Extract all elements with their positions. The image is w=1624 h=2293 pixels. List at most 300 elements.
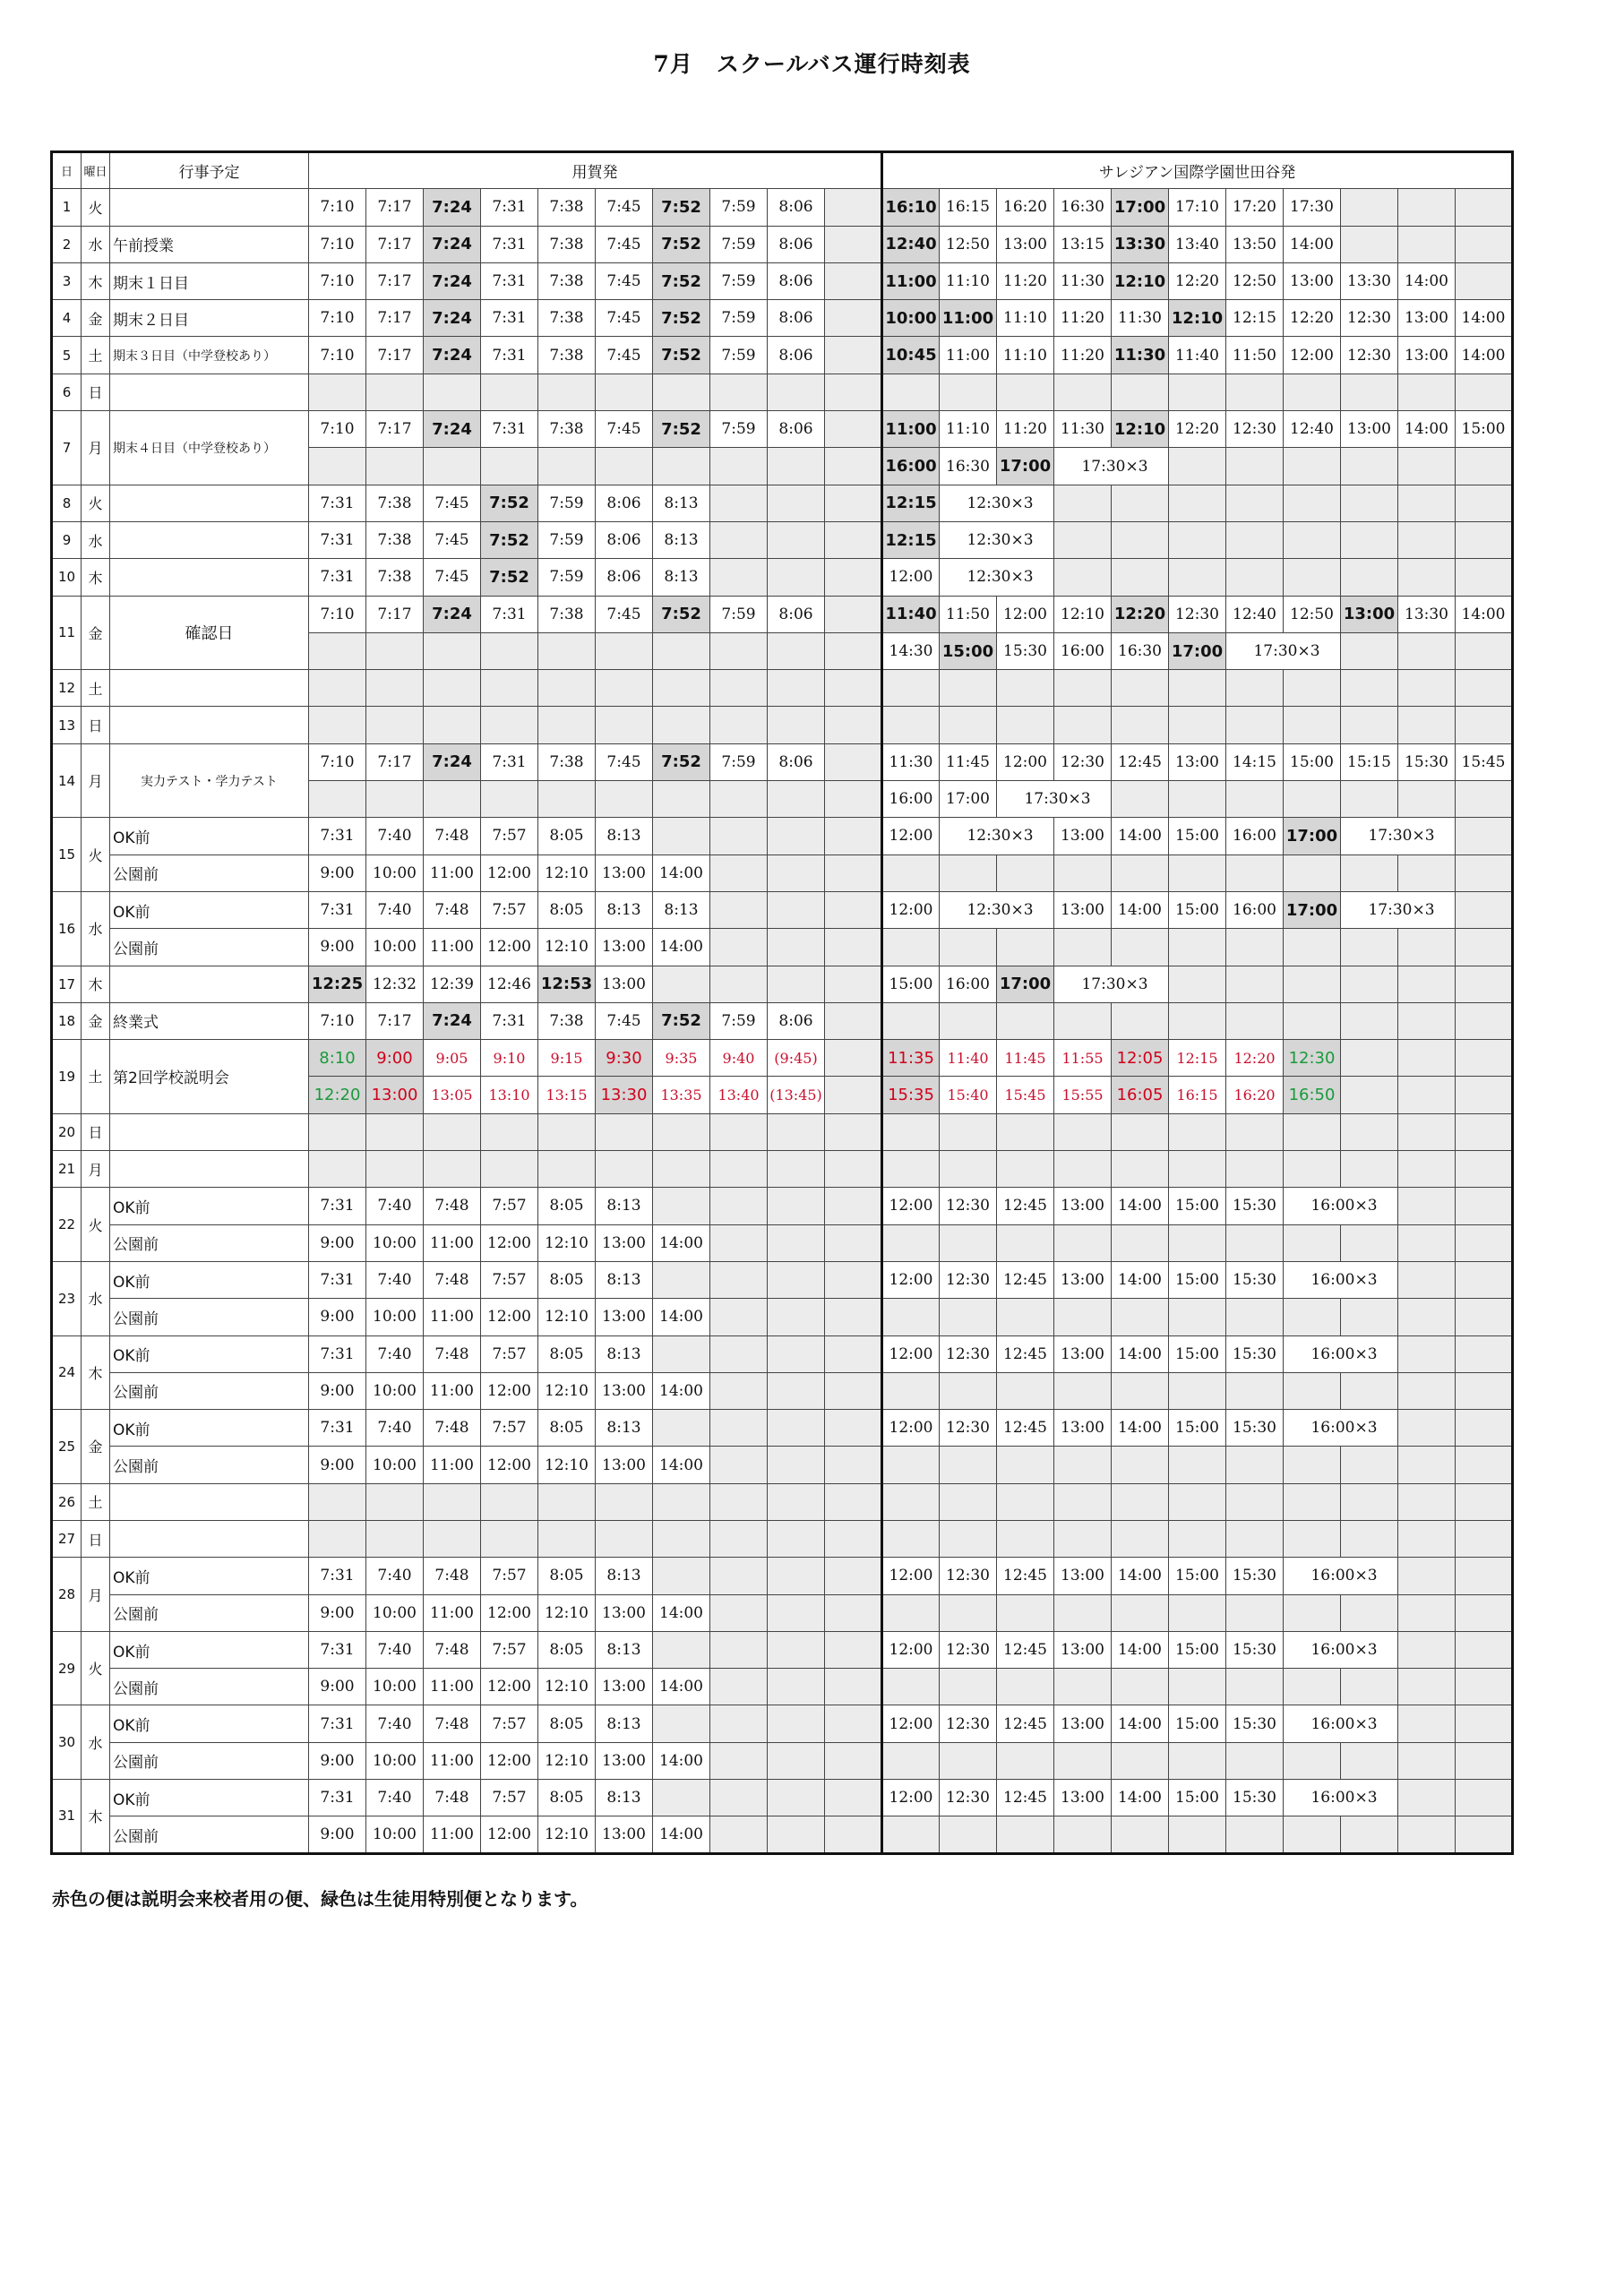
yoga-departure-time: 7:52 xyxy=(653,189,710,226)
yoga-departure-time: 7:31 xyxy=(481,300,538,337)
school-departure-time-empty xyxy=(940,707,997,743)
yoga-departure-time: 11:00 xyxy=(424,1594,481,1631)
yoga-departure-time-empty xyxy=(768,855,825,891)
school-departure-time: 14:00 xyxy=(1398,411,1456,448)
yoga-departure-time-empty xyxy=(366,374,424,410)
school-departure-time: 16:00 xyxy=(882,781,940,818)
school-departure-time-empty xyxy=(1341,559,1398,596)
table-row xyxy=(52,818,1513,855)
table-row xyxy=(52,891,1513,928)
school-departure-time-empty xyxy=(1284,1224,1341,1261)
school-departure-time-empty xyxy=(1112,521,1169,558)
school-departure-time: 13:00 xyxy=(1054,818,1112,855)
yoga-departure-time-empty xyxy=(768,1669,825,1705)
school-departure-time: 12:30 xyxy=(940,1780,997,1816)
yoga-departure-time-empty xyxy=(710,1372,768,1409)
school-departure-time-empty xyxy=(882,1447,940,1483)
yoga-departure-time: 7:31 xyxy=(309,1335,366,1372)
school-departure-time-empty xyxy=(1054,559,1112,596)
school-departure-time-empty xyxy=(1284,521,1341,558)
day-cell: 20 xyxy=(52,1113,82,1150)
school-departure-time-empty xyxy=(940,1742,997,1779)
yoga-departure-time-empty xyxy=(768,521,825,558)
weekday-cell: 月 xyxy=(82,411,110,485)
school-departure-time-empty xyxy=(1398,1742,1456,1779)
school-departure-time-empty xyxy=(1054,1520,1112,1557)
yoga-departure-time: 7:40 xyxy=(366,1410,424,1447)
event-cell: 実力テスト・学力テスト xyxy=(110,743,309,818)
yoga-departure-time: 10:00 xyxy=(366,1669,424,1705)
yoga-departure-time: 7:17 xyxy=(366,596,424,632)
school-departure-time-empty xyxy=(1398,1558,1456,1594)
school-departure-time-empty xyxy=(997,1447,1054,1483)
day-cell: 11 xyxy=(52,596,82,670)
school-departure-time-empty xyxy=(1341,1669,1398,1705)
yoga-departure-time-empty xyxy=(596,1483,653,1520)
yoga-departure-time: 14:00 xyxy=(653,1447,710,1483)
yoga-departure-time-empty xyxy=(768,1631,825,1668)
yoga-departure-time: 7:31 xyxy=(481,226,538,262)
school-departure-time-empty xyxy=(997,1816,1054,1853)
yoga-departure-time-empty xyxy=(710,1780,768,1816)
school-departure-time: 12:45 xyxy=(997,1335,1054,1372)
yoga-departure-time-empty xyxy=(366,1113,424,1150)
table-row xyxy=(52,1447,1513,1483)
yoga-departure-time-empty xyxy=(309,632,366,669)
yoga-departure-time: 7:45 xyxy=(596,189,653,226)
yoga-departure-time: 7:10 xyxy=(309,189,366,226)
yoga-departure-time: 8:06 xyxy=(768,596,825,632)
school-departure-time-empty xyxy=(1169,559,1226,596)
yoga-departure-time-empty xyxy=(366,707,424,743)
yoga-departure-time-empty xyxy=(424,781,481,818)
yoga-departure-time-empty xyxy=(768,1261,825,1298)
yoga-departure-time-empty xyxy=(424,1483,481,1520)
yoga-departure-time-empty xyxy=(825,1261,882,1298)
school-departure-time: 12:40 xyxy=(1226,596,1284,632)
school-departure-time-empty xyxy=(1054,1816,1112,1853)
yoga-departure-time: 8:06 xyxy=(768,226,825,262)
school-departure-time: 17:00 xyxy=(997,966,1054,1002)
school-departure-time-empty xyxy=(1456,1447,1513,1483)
yoga-departure-time: 12:10 xyxy=(538,1594,596,1631)
school-departure-time: 12:30×3 xyxy=(940,485,1054,521)
weekday-cell: 日 xyxy=(82,707,110,743)
school-departure-time-empty xyxy=(940,1299,997,1335)
event-cell: OK前 xyxy=(110,1335,309,1372)
weekday-cell: 日 xyxy=(82,374,110,410)
table-row xyxy=(52,485,1513,521)
yoga-departure-time-empty xyxy=(825,1742,882,1779)
yoga-departure-time-empty xyxy=(768,670,825,707)
school-departure-time: 12:40 xyxy=(882,226,940,262)
school-departure-time-empty xyxy=(1456,1335,1513,1372)
yoga-departure-time-empty xyxy=(825,485,882,521)
school-departure-time: 12:30×3 xyxy=(940,818,1054,855)
yoga-departure-time: 7:59 xyxy=(710,1002,768,1039)
school-departure-time: 12:30 xyxy=(940,1188,997,1224)
yoga-departure-time: 7:57 xyxy=(481,1410,538,1447)
yoga-departure-time-empty xyxy=(768,448,825,485)
day-cell: 4 xyxy=(52,300,82,337)
yoga-departure-time: 7:59 xyxy=(710,300,768,337)
table-row xyxy=(52,743,1513,780)
day-cell: 1 xyxy=(52,189,82,226)
yoga-departure-time: 7:40 xyxy=(366,1558,424,1594)
school-departure-time-empty xyxy=(1398,966,1456,1002)
yoga-departure-time: 7:31 xyxy=(309,1780,366,1816)
yoga-departure-time: 13:30 xyxy=(596,1077,653,1113)
day-cell: 15 xyxy=(52,818,82,892)
yoga-departure-time-empty xyxy=(653,448,710,485)
event-cell xyxy=(110,485,309,521)
school-departure-time: 14:00 xyxy=(1398,262,1456,299)
school-departure-time-empty xyxy=(1226,485,1284,521)
school-departure-time: 11:10 xyxy=(997,337,1054,374)
page-title: 7月 スクールバス運行時刻表 xyxy=(653,51,971,77)
yoga-departure-time-empty xyxy=(710,448,768,485)
yoga-departure-time: 7:10 xyxy=(309,411,366,448)
event-cell: 公園前 xyxy=(110,1299,309,1335)
school-departure-time-empty xyxy=(1284,1483,1341,1520)
school-departure-time-empty xyxy=(1398,1520,1456,1557)
yoga-departure-time-empty xyxy=(768,1335,825,1372)
weekday-cell: 月 xyxy=(82,743,110,818)
yoga-departure-time-empty xyxy=(825,891,882,928)
school-departure-time: 12:15 xyxy=(1226,300,1284,337)
school-departure-time-empty xyxy=(997,1520,1054,1557)
yoga-departure-time: 8:06 xyxy=(768,300,825,337)
school-departure-time: 16:00 xyxy=(1226,818,1284,855)
yoga-departure-time-empty xyxy=(596,1113,653,1150)
yoga-departure-time-empty xyxy=(366,670,424,707)
school-departure-time-empty xyxy=(1054,1002,1112,1039)
school-departure-time: 15:30 xyxy=(997,632,1054,669)
school-departure-time-empty xyxy=(1284,1151,1341,1188)
school-departure-time: 17:00 xyxy=(1169,632,1226,669)
school-departure-time: 11:50 xyxy=(1226,337,1284,374)
school-departure-time-empty xyxy=(1456,521,1513,558)
school-departure-time-empty xyxy=(1398,559,1456,596)
school-departure-time-empty xyxy=(1284,1594,1341,1631)
yoga-departure-time-empty xyxy=(424,448,481,485)
day-cell: 18 xyxy=(52,1002,82,1039)
yoga-departure-time-empty xyxy=(710,855,768,891)
yoga-departure-time-empty xyxy=(768,1372,825,1409)
school-departure-time-empty xyxy=(1054,1483,1112,1520)
school-departure-time-empty xyxy=(997,1151,1054,1188)
yoga-departure-time-empty xyxy=(710,1742,768,1779)
yoga-departure-time-empty xyxy=(768,1188,825,1224)
school-departure-time: 12:45 xyxy=(1112,743,1169,780)
school-departure-time-empty xyxy=(997,855,1054,891)
school-departure-time-empty xyxy=(1456,226,1513,262)
school-departure-time: 16:20 xyxy=(1226,1077,1284,1113)
day-cell: 28 xyxy=(52,1558,82,1632)
school-departure-time-empty xyxy=(882,929,940,966)
school-departure-time-empty xyxy=(1456,374,1513,410)
school-departure-time: 12:30 xyxy=(1284,1040,1341,1077)
school-departure-time-empty xyxy=(1054,1224,1112,1261)
school-departure-time-empty xyxy=(1226,1113,1284,1150)
yoga-departure-time: 7:52 xyxy=(653,743,710,780)
school-departure-time-empty xyxy=(1226,521,1284,558)
yoga-departure-time: 13:00 xyxy=(366,1077,424,1113)
yoga-departure-time-empty xyxy=(653,1780,710,1816)
event-cell: 期末３日目（中学登校あり） xyxy=(110,337,309,374)
yoga-departure-time-empty xyxy=(366,1520,424,1557)
school-departure-time: 15:00 xyxy=(882,966,940,1002)
yoga-departure-time: 8:13 xyxy=(596,891,653,928)
school-departure-time: 12:05 xyxy=(1112,1040,1169,1077)
yoga-departure-time-empty xyxy=(653,707,710,743)
school-departure-time-empty xyxy=(1456,929,1513,966)
yoga-departure-time-empty xyxy=(825,1151,882,1188)
school-departure-time-empty xyxy=(1341,1040,1398,1077)
school-departure-time-empty xyxy=(1398,448,1456,485)
table-row xyxy=(52,1188,1513,1224)
yoga-departure-time-empty xyxy=(768,1558,825,1594)
school-departure-time: 13:00 xyxy=(1054,1558,1112,1594)
event-cell xyxy=(110,1151,309,1188)
yoga-departure-time-empty xyxy=(825,1594,882,1631)
yoga-departure-time-empty xyxy=(825,1631,882,1668)
yoga-departure-time: 7:48 xyxy=(424,1705,481,1742)
school-departure-time: 16:15 xyxy=(940,189,997,226)
yoga-departure-time: 10:00 xyxy=(366,1816,424,1853)
yoga-departure-time: 7:48 xyxy=(424,1558,481,1594)
school-departure-time-empty xyxy=(1169,1002,1226,1039)
yoga-departure-time: 7:31 xyxy=(481,337,538,374)
school-departure-time: 11:20 xyxy=(1054,337,1112,374)
school-departure-time: 14:30 xyxy=(882,632,940,669)
yoga-departure-time: 9:00 xyxy=(309,1372,366,1409)
event-cell xyxy=(110,1483,309,1520)
weekday-cell: 木 xyxy=(82,1780,110,1854)
school-departure-time: 12:20 xyxy=(1169,262,1226,299)
yoga-departure-time: 7:45 xyxy=(424,485,481,521)
school-departure-time-empty xyxy=(1226,1002,1284,1039)
table-row xyxy=(52,1558,1513,1594)
school-departure-time-empty xyxy=(1169,1113,1226,1150)
school-departure-time-empty xyxy=(1284,559,1341,596)
yoga-departure-time: 9:00 xyxy=(309,855,366,891)
school-departure-time-empty xyxy=(1341,1483,1398,1520)
school-departure-time: 13:00 xyxy=(1054,1631,1112,1668)
school-departure-time-empty xyxy=(1398,1188,1456,1224)
school-departure-time-empty xyxy=(1112,929,1169,966)
weekday-cell: 木 xyxy=(82,966,110,1002)
day-cell: 25 xyxy=(52,1410,82,1484)
weekday-cell: 木 xyxy=(82,262,110,299)
yoga-departure-time-empty xyxy=(481,1483,538,1520)
school-departure-time-empty xyxy=(1226,1151,1284,1188)
school-departure-time: 12:00 xyxy=(882,1188,940,1224)
yoga-departure-time-empty xyxy=(653,1520,710,1557)
school-departure-time: 12:50 xyxy=(940,226,997,262)
yoga-departure-time-empty xyxy=(710,781,768,818)
school-departure-time-empty xyxy=(1169,1299,1226,1335)
yoga-departure-time-empty xyxy=(710,1410,768,1447)
yoga-departure-time: 13:40 xyxy=(710,1077,768,1113)
school-departure-time: 15:00 xyxy=(1169,818,1226,855)
yoga-departure-time-empty xyxy=(596,374,653,410)
school-departure-time-empty xyxy=(1456,485,1513,521)
school-departure-time-empty xyxy=(940,1447,997,1483)
school-departure-time: 13:00 xyxy=(1341,596,1398,632)
school-departure-time: 12:10 xyxy=(1112,411,1169,448)
school-departure-time-empty xyxy=(1169,966,1226,1002)
weekday-cell: 水 xyxy=(82,1705,110,1780)
day-cell: 9 xyxy=(52,521,82,558)
school-departure-time-empty xyxy=(1456,966,1513,1002)
school-departure-time: 13:00 xyxy=(1284,262,1341,299)
yoga-departure-time-empty xyxy=(481,1151,538,1188)
school-departure-time-empty xyxy=(1341,1447,1398,1483)
yoga-departure-time: 9:30 xyxy=(596,1040,653,1077)
school-departure-time-empty xyxy=(1341,448,1398,485)
yoga-departure-time-empty xyxy=(309,1483,366,1520)
yoga-departure-time: 7:57 xyxy=(481,1631,538,1668)
school-departure-time-empty xyxy=(1398,1040,1456,1077)
yoga-departure-time-empty xyxy=(309,707,366,743)
yoga-departure-time: 8:05 xyxy=(538,818,596,855)
yoga-departure-time: 8:13 xyxy=(653,521,710,558)
yoga-departure-time: 8:06 xyxy=(768,337,825,374)
yoga-departure-time: 8:06 xyxy=(596,521,653,558)
yoga-departure-time-empty xyxy=(424,707,481,743)
table-row xyxy=(52,300,1513,337)
school-departure-time-empty xyxy=(1284,1002,1341,1039)
event-cell: OK前 xyxy=(110,818,309,855)
school-departure-time-empty xyxy=(1169,1520,1226,1557)
event-cell: 公園前 xyxy=(110,855,309,891)
school-departure-time-empty xyxy=(1456,855,1513,891)
yoga-departure-time: 7:24 xyxy=(424,226,481,262)
yoga-departure-time: 7:59 xyxy=(710,189,768,226)
school-departure-time-empty xyxy=(1054,485,1112,521)
yoga-departure-time-empty xyxy=(768,1299,825,1335)
school-departure-time-empty xyxy=(1284,374,1341,410)
school-departure-time-empty xyxy=(1284,670,1341,707)
yoga-departure-time-empty xyxy=(710,1631,768,1668)
bus-timetable xyxy=(50,150,1514,1855)
school-departure-time: 17:30×3 xyxy=(1341,818,1456,855)
school-departure-time-empty xyxy=(1398,855,1456,891)
yoga-departure-time-empty xyxy=(825,300,882,337)
yoga-departure-time: 8:13 xyxy=(653,891,710,928)
weekday-cell: 木 xyxy=(82,1335,110,1410)
yoga-departure-time-empty xyxy=(424,1520,481,1557)
weekday-cell: 火 xyxy=(82,1631,110,1705)
school-departure-time-empty xyxy=(1169,1742,1226,1779)
school-departure-time-empty xyxy=(1226,855,1284,891)
table-row xyxy=(52,1594,1513,1631)
yoga-departure-time: 8:05 xyxy=(538,1335,596,1372)
school-departure-time-empty xyxy=(1054,1594,1112,1631)
weekday-cell: 土 xyxy=(82,1483,110,1520)
school-departure-time: 12:10 xyxy=(1054,596,1112,632)
school-departure-time-empty xyxy=(1341,1520,1398,1557)
table-row xyxy=(52,1002,1513,1039)
school-departure-time-empty xyxy=(1341,1151,1398,1188)
weekday-cell: 水 xyxy=(82,521,110,558)
yoga-departure-time-empty xyxy=(481,1113,538,1150)
school-departure-time-empty xyxy=(1112,1594,1169,1631)
school-departure-time-empty xyxy=(997,374,1054,410)
school-departure-time: 12:30 xyxy=(1341,337,1398,374)
school-departure-time-empty xyxy=(1398,1669,1456,1705)
yoga-departure-time-empty xyxy=(825,743,882,780)
school-departure-time: 12:45 xyxy=(997,1631,1054,1668)
yoga-departure-time: 7:59 xyxy=(710,596,768,632)
school-departure-time: 11:00 xyxy=(882,411,940,448)
yoga-departure-time-empty xyxy=(710,1483,768,1520)
school-departure-time: 13:00 xyxy=(997,226,1054,262)
school-departure-time: 13:00 xyxy=(1054,1188,1112,1224)
school-departure-time-empty xyxy=(1398,1261,1456,1298)
school-departure-time-empty xyxy=(1398,1705,1456,1742)
event-cell: 期末１日目 xyxy=(110,262,309,299)
school-departure-time-empty xyxy=(1456,891,1513,928)
yoga-departure-time-empty xyxy=(309,1113,366,1150)
school-departure-time-empty xyxy=(997,1372,1054,1409)
school-departure-time: 11:40 xyxy=(882,596,940,632)
school-departure-time: 16:30 xyxy=(1112,632,1169,669)
school-departure-time-empty xyxy=(1112,707,1169,743)
school-departure-time-empty xyxy=(1169,1594,1226,1631)
school-departure-time-empty xyxy=(1284,485,1341,521)
school-departure-time: 11:30 xyxy=(1112,337,1169,374)
table-row xyxy=(52,1742,1513,1779)
yoga-departure-time: 8:05 xyxy=(538,1558,596,1594)
yoga-departure-time-empty xyxy=(825,966,882,1002)
school-departure-time: 15:00 xyxy=(1169,1780,1226,1816)
school-departure-time-empty xyxy=(1341,1077,1398,1113)
table-row xyxy=(52,1816,1513,1853)
school-departure-time: 12:45 xyxy=(997,1558,1054,1594)
school-departure-time: 11:30 xyxy=(1112,300,1169,337)
school-departure-time-empty xyxy=(882,707,940,743)
school-departure-time-empty xyxy=(1169,1483,1226,1520)
yoga-departure-time: 13:00 xyxy=(596,1816,653,1853)
school-departure-time-empty xyxy=(1398,670,1456,707)
yoga-departure-time-empty xyxy=(653,1261,710,1298)
weekday-cell: 月 xyxy=(82,1558,110,1632)
school-departure-time: 15:15 xyxy=(1341,743,1398,780)
school-departure-time: 16:00 xyxy=(940,966,997,1002)
school-departure-time: 17:00 xyxy=(1284,891,1341,928)
school-departure-time-empty xyxy=(1284,855,1341,891)
school-departure-time-empty xyxy=(1226,1299,1284,1335)
yoga-departure-time: 8:10 xyxy=(309,1040,366,1077)
yoga-departure-time-empty xyxy=(710,1594,768,1631)
yoga-departure-time-empty xyxy=(825,1113,882,1150)
school-departure-time: 14:00 xyxy=(1112,1188,1169,1224)
yoga-departure-time: 12:25 xyxy=(309,966,366,1002)
yoga-departure-time: 7:52 xyxy=(653,596,710,632)
school-departure-time: 10:45 xyxy=(882,337,940,374)
day-cell: 21 xyxy=(52,1151,82,1188)
school-departure-time-empty xyxy=(997,707,1054,743)
event-cell: OK前 xyxy=(110,1261,309,1298)
yoga-departure-time-empty xyxy=(768,632,825,669)
yoga-departure-time-empty xyxy=(768,1780,825,1816)
day-cell: 27 xyxy=(52,1520,82,1557)
school-departure-time-empty xyxy=(1341,632,1398,669)
yoga-departure-time-empty xyxy=(825,818,882,855)
yoga-departure-time-empty xyxy=(710,891,768,928)
